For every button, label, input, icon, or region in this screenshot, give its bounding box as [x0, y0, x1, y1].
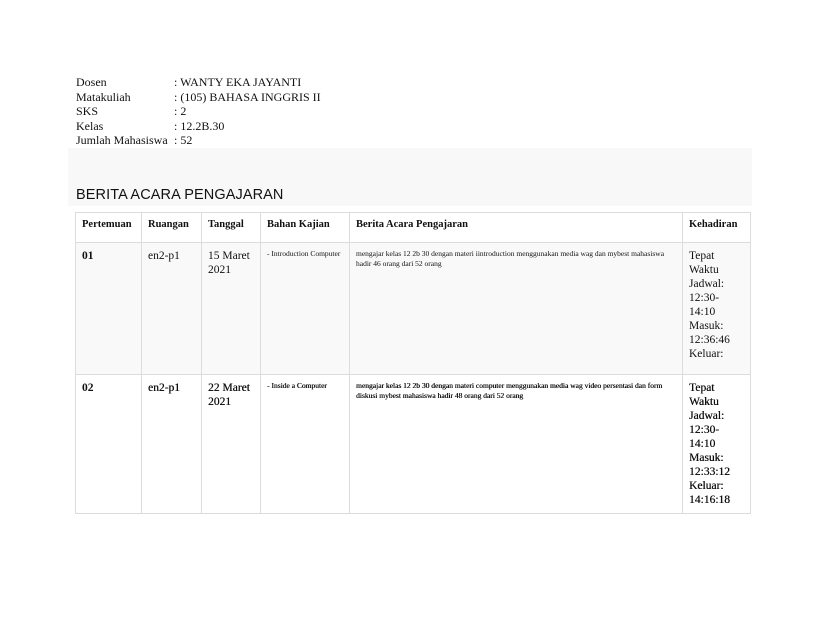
info-label: Kelas [76, 118, 104, 133]
info-value: : (105) BAHASA INGGRIS II [174, 89, 321, 104]
info-value: : 52 [174, 133, 193, 147]
page-title: BERITA ACARA PENGAJARAN [76, 187, 284, 203]
cell-ruangan: en2-p1 [142, 243, 202, 375]
header-bahan-kajian: Bahan Kajian [261, 213, 350, 243]
header-ruangan: Ruangan [142, 213, 202, 243]
info-row-kelas [76, 119, 321, 134]
cell-tanggal: 15 Maret 2021 [202, 243, 261, 375]
cell-pertemuan: 02 [76, 375, 142, 514]
cell-bahan-kajian: - Introduction Computer [261, 243, 350, 375]
cell-tanggal: 22 Maret 2021 [202, 375, 261, 514]
table-header-row [76, 213, 751, 243]
header-berita-acara: Berita Acara Pengajaran [350, 213, 683, 243]
header-tanggal: Tanggal [202, 213, 261, 243]
table-row [76, 243, 751, 375]
info-row-jumlah-mahasiswa [76, 133, 321, 148]
cell-ruangan: en2-p1 [142, 375, 202, 514]
cell-kehadiran: Tepat Waktu Jadwal: 12:30-14:10 Masuk: 12:36:46 Keluar: [683, 243, 751, 375]
cell-kehadiran: Tepat Waktu Jadwal: 12:30-14:10 Masuk: 12:33:12 Keluar: 14:16:18 [683, 375, 751, 514]
info-row-matakuliah [76, 90, 321, 105]
info-label: Dosen [76, 75, 107, 89]
teaching-report-table [75, 212, 751, 514]
info-value: : WANTY EKA JAYANTI [174, 75, 302, 89]
info-value: : 12.2B.30 [174, 118, 225, 133]
info-row-dosen [76, 75, 321, 90]
info-value: : 2 [174, 104, 187, 118]
info-label: SKS [76, 104, 99, 118]
header-kehadiran: Kehadiran [683, 213, 751, 243]
info-row-sks [76, 104, 321, 119]
course-info [76, 75, 321, 148]
table-row [76, 375, 751, 514]
info-label: Jumlah Mahasiswa [76, 133, 168, 147]
cell-berita-acara: mengajar kelas 12 2b 30 dengan materi iintroduction menggunakan media wag dan mybest mahasiswa hadir 46 orang dari 52 orang [350, 243, 683, 375]
cell-pertemuan: 01 [76, 243, 142, 375]
cell-bahan-kajian: - Inside a Computer [261, 375, 350, 514]
header-pertemuan: Pertemuan [76, 213, 142, 243]
info-label: Matakuliah [76, 89, 131, 104]
cell-berita-acara: mengajar kelas 12 2b 30 dengan materi computer menggunakan media wag video persentasi dan form diskusi mybest mahasiswa hadir 48 orang dari 52 orang [350, 375, 683, 514]
